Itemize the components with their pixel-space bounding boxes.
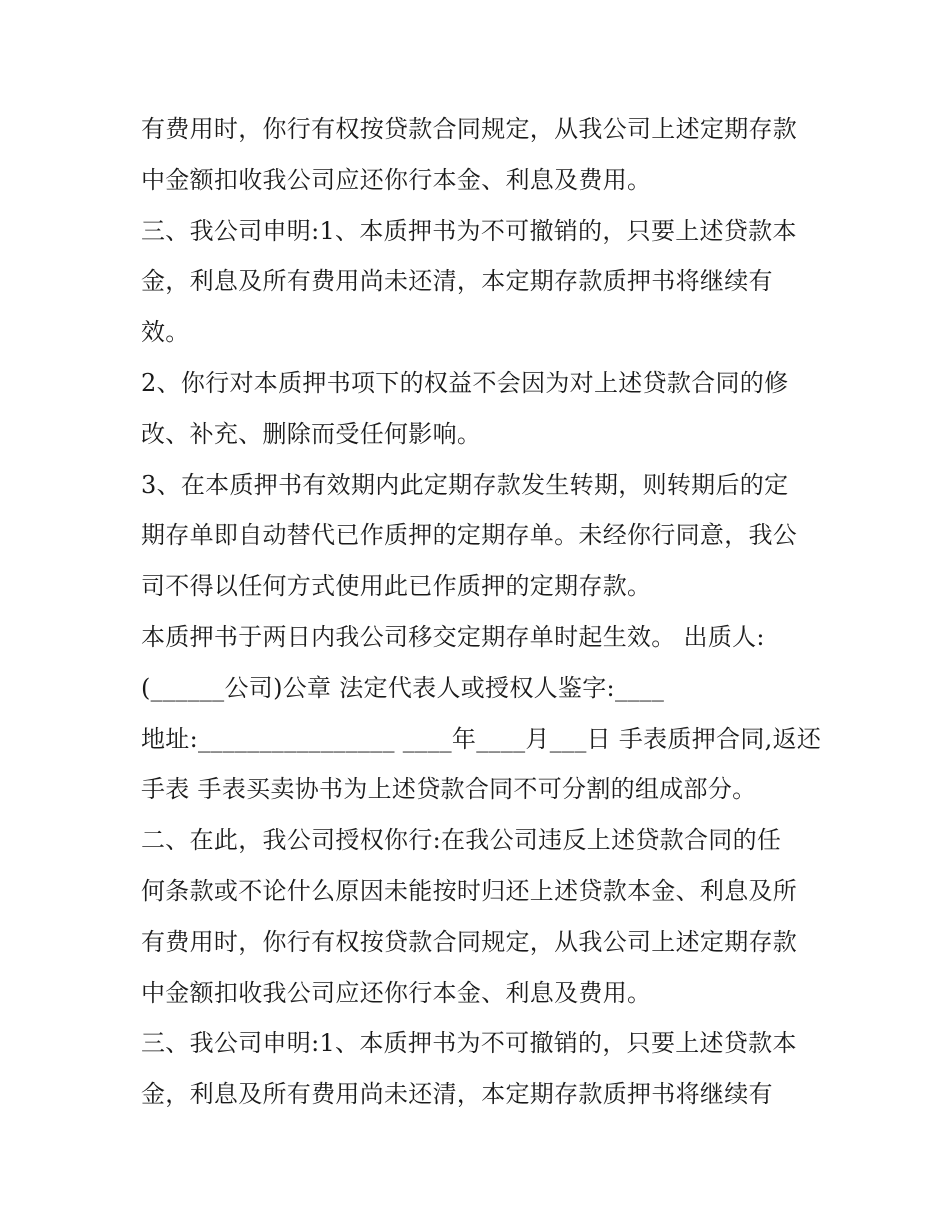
text-line: 中金额扣收我公司应还你行本金、利息及费用。 [141,165,652,194]
text-line: 手表 手表买卖协书为上述贷款合同不可分割的组成部分。 [141,775,757,804]
document-body [141,104,831,1120]
text-line: 2、你行对本质押书项下的权益不会因为对上述贷款合同的修 [141,368,789,397]
text-line: 金，利息及所有费用尚未还清，本定期存款质押书将继续有 [141,267,773,296]
text-line: 3、在本质押书有效期内此定期存款发生转期，则转期后的定 [141,470,789,499]
text-line: 有费用时，你行有权按贷款合同规定，从我公司上述定期存款 [141,927,798,956]
text-line: 何条款或不论什么原因未能按时归还上述贷款本金、利息及所 [141,876,798,905]
text-line: 本质押书于两日内我公司移交定期存单时起生效。 出质人: [141,622,765,651]
text-line: (______公司)公章 法定代表人或授权人鉴字:____ [141,673,665,702]
text-line: 三、我公司申明:1、本质押书为不可撤销的，只要上述贷款本 [141,216,797,245]
text-line: 中金额扣收我公司应还你行本金、利息及费用。 [141,978,652,1007]
text-line: 司不得以任何方式使用此已作质押的定期存款。 [141,572,652,601]
text-line: 有费用时，你行有权按贷款合同规定，从我公司上述定期存款 [141,115,798,143]
text-line: 效。 [141,318,190,347]
text-line: 地址:________________ ____年____月___日 手表质押合同,返还 [141,724,822,753]
text-line: 改、补充、删除而受任何影响。 [141,419,482,448]
text-line: 金，利息及所有费用尚未还清，本定期存款质押书将继续有 [141,1080,773,1109]
text-line: 期存单即自动替代已作质押的定期存单。未经你行同意，我公 [141,521,798,550]
text-line: 三、我公司申明:1、本质押书为不可撤销的，只要上述贷款本 [141,1029,797,1058]
text-line: 二、在此，我公司授权你行:在我公司违反上述贷款合同的任 [141,826,782,855]
